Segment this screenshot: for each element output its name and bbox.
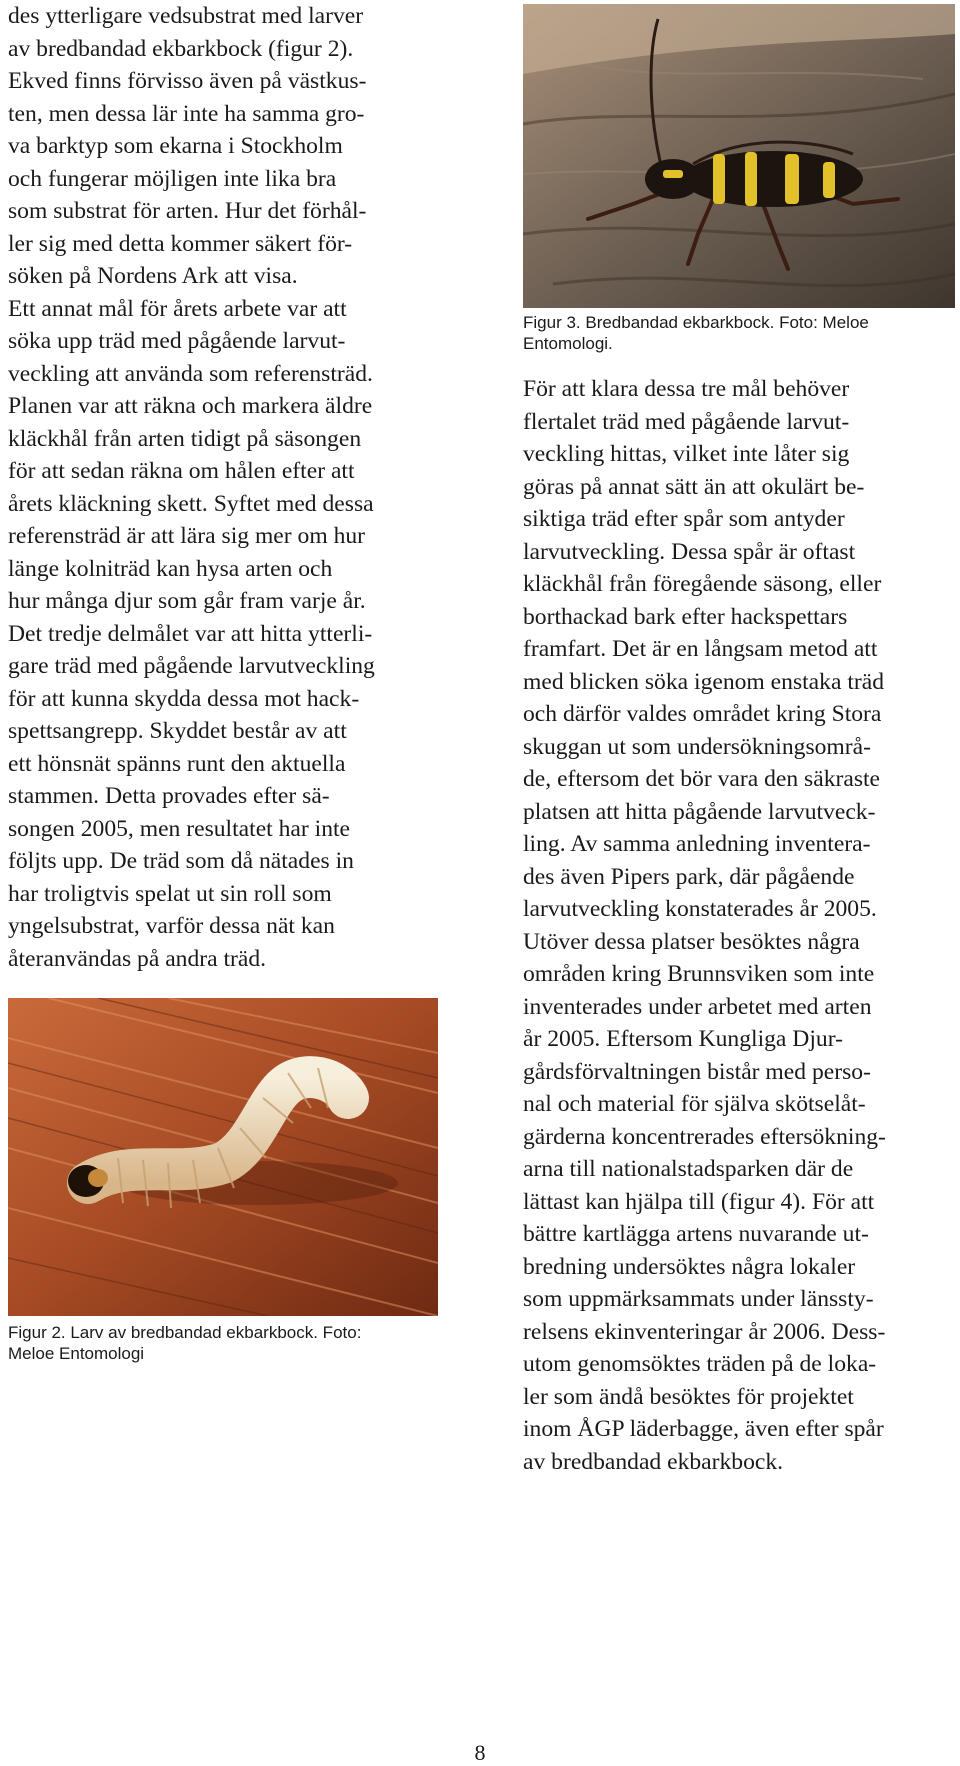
figure-3-caption: Figur 3. Bredbandad ekbarkbock. Foto: Meloe Entomologi.: [523, 313, 869, 353]
left-body-text: des ytterligare vedsubstrat med larver av bredbandad ekbarkbock (figur 2). Ekved finns förvisso även på västkus- ten, men dessa lär inte ha samma gro- va barktyp som ekarna i Stockholm och fungerar möjligen inte lika bra som substrat för arten. Hur det förhål- ler sig med detta kommer säkert för- söken på Nordens Ark att visa. Ett annat mål för årets arbete var att söka upp träd med pågående larvut- veckling att använda som referensträd. Planen var att räkna och markera äldre kläckhål från arten tidigt på säsongen för att sedan räkna om hålen efter att årets kläckning skett. Syftet med dessa referensträd är att lära sig mer om hur länge kolniträd kan hysa arten och hur många djur som går fram varje år. Det tredje delmålet var att hitta ytterli- gare träd med pågående larvutveckling för att kunna skydda dessa mot hack- spettsangrepp. Skyddet består av att ett hönsnät spänns runt den aktuella stammen. Detta provades efter sä- songen 2005, men resultatet har inte följts upp. De träd som då nätades in har troligtvis spelat ut sin roll som yngelsubstrat, varför dessa nät kan återanvändas på andra träd.: [8, 3, 375, 972]
larva-illustration: [8, 998, 438, 1316]
beetle-illustration: [523, 4, 955, 308]
right-body-text: För att klara dessa tre mål behöver flertalet träd med pågående larvut- veckling hittas, vilket inte låter sig göras på annat sätt än att okulärt be- siktiga träd efter spår som antyder larvutveckling. Dessa spår är oftast kläckhål från föregående säsong, eller borthackad bark efter hackspettars framfart. Det är en långsam metod att med blicken söka igenom enstaka träd och därför valdes området kring Stora skuggan ut som undersökningsområ- de, eftersom det bör vara den säkraste platsen att hitta pågående larvutveck- ling. Av samma anledning inventera- des även Pipers park, där pågående larvutveckling konstaterades år 2005. Utöver dessa platser besöktes några områden kring Brunnsviken som inte inventerades under arbetet med arten år 2005. Eftersom Kungliga Djur- gårdsförvaltningen bistår med perso- nal och material för själva skötselåt- gärderna koncentrerades eftersökning- arna till nationalstadsparken där de lättast kan hjälpa till (figur 4). För att bättre kartlägga artens nuvarande ut- bredning undersöktes några lokaler som uppmärksammats under länssty- relsens ekinventeringar år 2006. Dess- utom genomsöktes träden på de loka- ler som ändå besöktes för projektet inom ÅGP läderbagge, även efter spår av bredbandad ekbarkbock.: [523, 376, 886, 1475]
figure-2-caption: Figur 2. Larv av bredbandad ekbarkbock. Foto: Meloe Entomologi: [8, 1323, 362, 1363]
page-number: 8: [474, 1740, 486, 1765]
beetle-photo: [523, 4, 955, 308]
larva-photo: [8, 998, 438, 1316]
